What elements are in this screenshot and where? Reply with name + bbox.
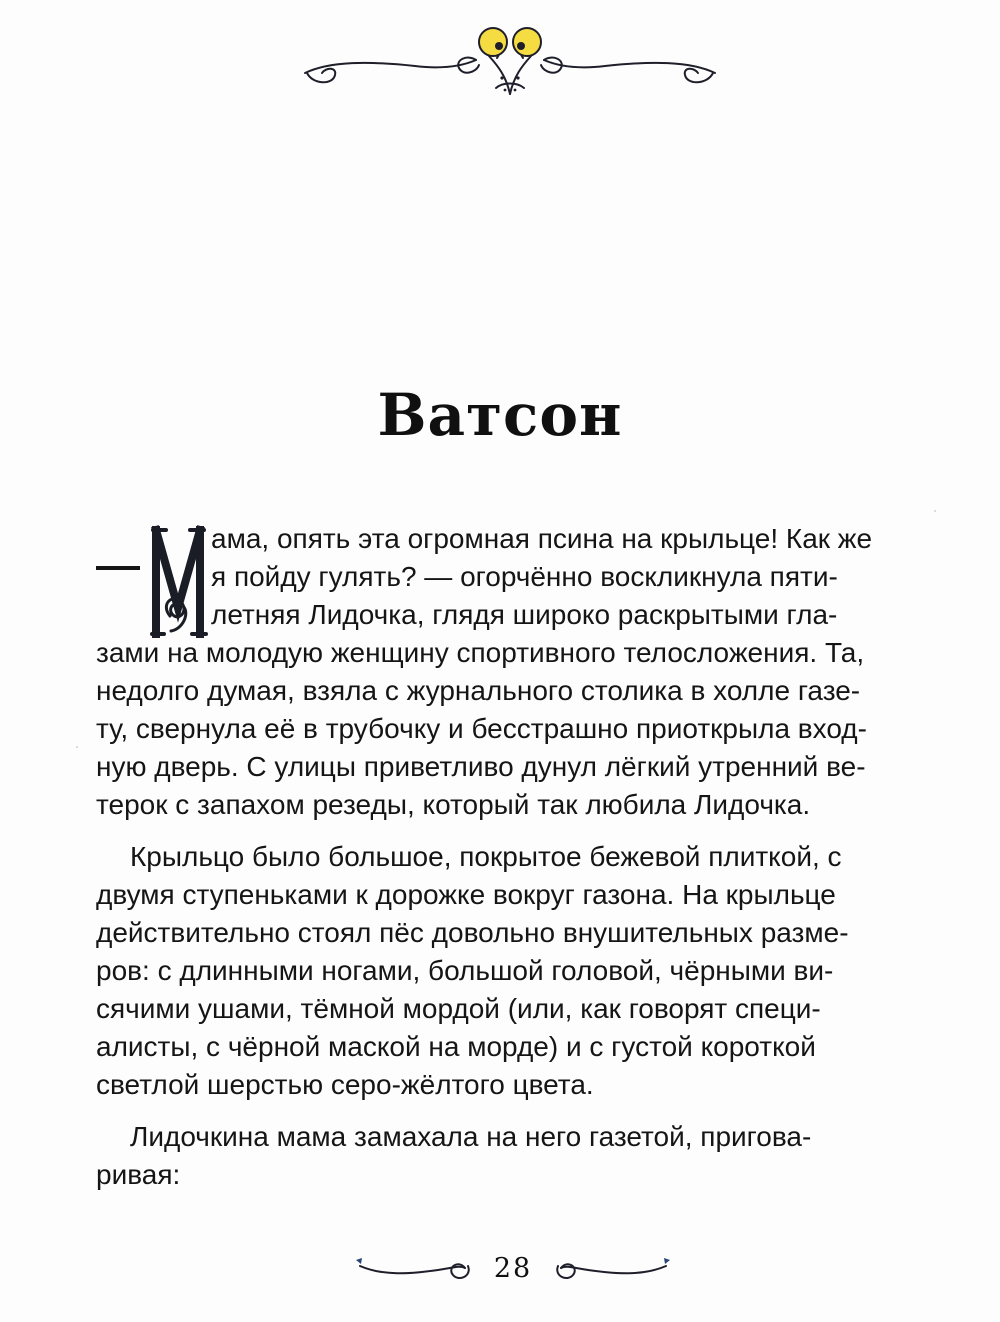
paragraph-line: недолго думая, взяла с журнального столика в холле газе- [96, 675, 861, 706]
yellow-flower-left-icon [479, 28, 507, 56]
paragraph-line: ама, опять эта огромная псина на крыльце! Как же [211, 523, 873, 554]
paragraph-line: летняя Лидочка, глядя широко раскрытыми гла- [211, 599, 838, 630]
paragraph-line: светлой шерстью серо-жёлтого цвета. [96, 1069, 594, 1100]
page-number: 28 [493, 1253, 533, 1284]
paragraph-line: ту, свернула её в трубочку и бесстрашно приоткрыла вход- [96, 713, 867, 744]
paragraph-line: я пойду гулять? — огорчённо воскликнула пяти- [211, 561, 838, 592]
paragraph-line: Лидочкина мама замахала на него газетой, пригова- [130, 1121, 812, 1152]
story-text [96, 520, 934, 1194]
paragraph-line: зами на молодую женщину спортивного телосложения. Та, [96, 637, 865, 668]
chapter-title: Ватсон [377, 380, 623, 449]
page-footer [348, 1248, 678, 1288]
paragraph-spacing [96, 824, 934, 838]
scan-dust-mark [934, 510, 936, 512]
opening-paragraph-start [96, 520, 934, 634]
paragraph-line: двумя ступеньками к дорожке вокруг газона. На крыльце [96, 879, 836, 910]
paragraph-line: алисты, с чёрной маской на морде) и с густой короткой [96, 1031, 816, 1062]
paragraph-spacing [96, 1104, 934, 1118]
paragraph-line: ную дверь. С улицы приветливо дунул лёгкий утренний ве- [96, 751, 866, 782]
paragraph-line: ривая: [96, 1159, 181, 1190]
dialogue-dash [96, 566, 140, 570]
paragraph-line: сячими ушами, тёмной мордой (или, как говорят специ- [96, 993, 821, 1024]
paragraph-line: действительно стоял пёс довольно внушительных разме- [96, 917, 849, 948]
paragraph-line: терок с запахом резеды, который так любила Лидочка. [96, 789, 811, 820]
yellow-flower-right-icon [513, 28, 541, 56]
scan-dust-mark [76, 746, 78, 748]
top-flourish-ornament [295, 18, 725, 102]
paragraph-line: Крыльцо было большое, покрытое бежевой плиткой, с [130, 841, 842, 872]
paragraph-line: ров: с длинными ногами, большой головой, чёрными ви- [96, 955, 834, 986]
decorative-dropcap-m [148, 520, 208, 646]
